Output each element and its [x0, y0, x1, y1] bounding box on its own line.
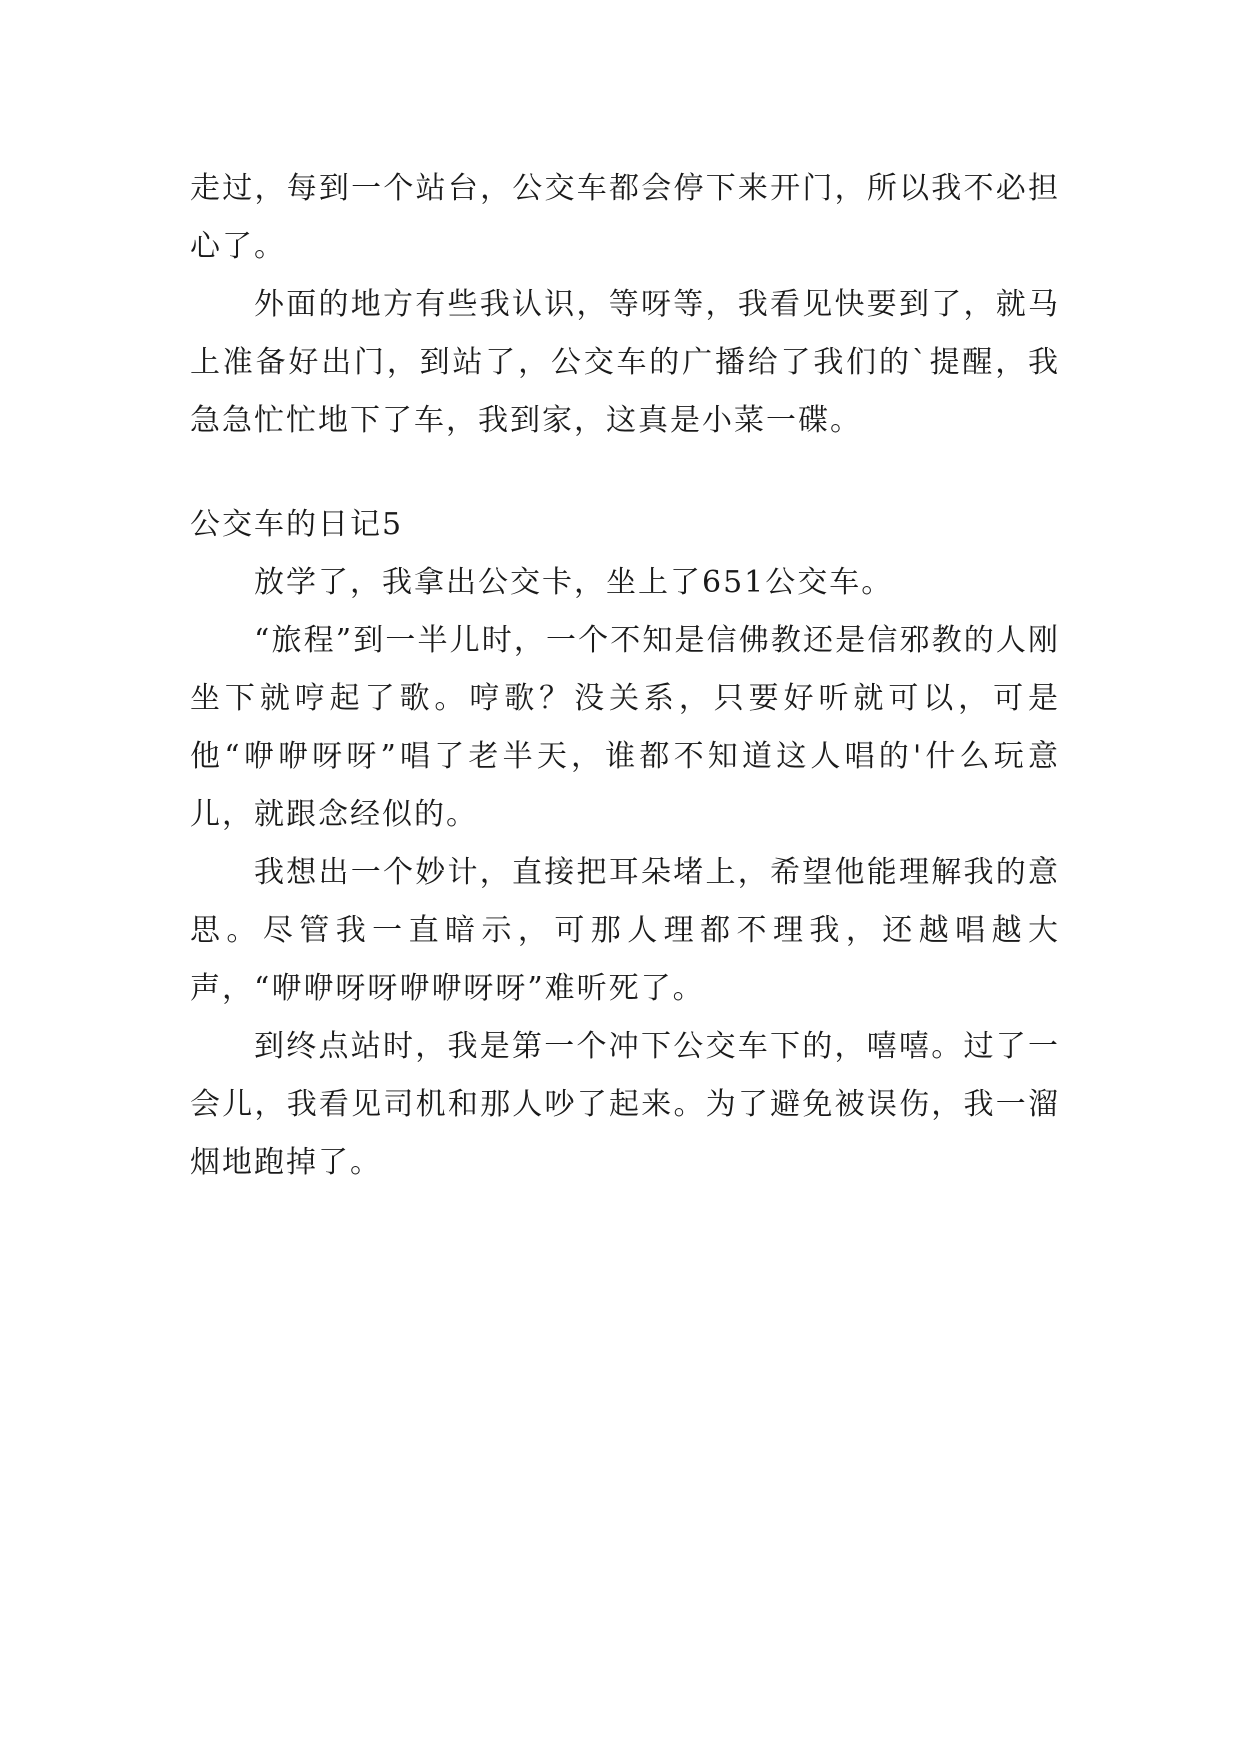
paragraph: 外面的地方有些我认识，等呀等，我看见快要到了，就马上准备好出门，到站了，公交车的广播给了我们的`提醒，我急急忙忙地下了车，我到家，这真是小菜一碟。: [190, 287, 1060, 438]
paragraph: 放学了，我拿出公交卡，坐上了651公交车。: [254, 565, 894, 600]
paragraph: “旅程”到一半儿时，一个不知是信佛教还是信邪教的人刚坐下就哼起了歌。哼歌？没关系，只要好听就可以，可是他“咿咿呀呀”唱了老半天，谁都不知道这人唱的'什么玩意儿，就跟念经似的。: [190, 623, 1060, 832]
document-body: [190, 160, 1060, 1192]
section-title: 公交车的日记5: [190, 507, 404, 542]
paragraph: 到终点站时，我是第一个冲下公交车下的，嘻嘻。过了一会儿，我看见司机和那人吵了起来。为了避免被误伤，我一溜烟地跑掉了。: [190, 1029, 1060, 1180]
continued-paragraph: 走过，每到一个站台，公交车都会停下来开门，所以我不必担心了。: [190, 171, 1060, 264]
paragraph: 我想出一个妙计，直接把耳朵堵上，希望他能理解我的意思。尽管我一直暗示，可那人理都不理我，还越唱越大声，“咿咿呀呀咿咿呀呀”难听死了。: [190, 855, 1060, 1006]
